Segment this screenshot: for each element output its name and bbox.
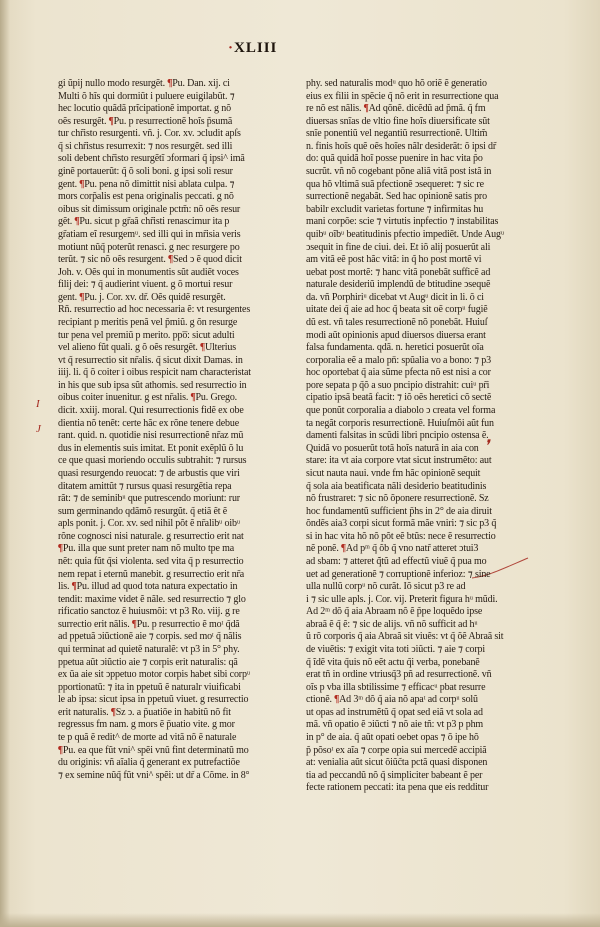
text-line: erat tñ in ordine vtriusq̃3 pñ ad resurrectionẽ. vñ xyxy=(306,669,492,681)
text-line: uitate dei q̃ aie ad hoc q̃ beata sit oẽ corpᵘ fugiẽ xyxy=(306,304,488,316)
page-bottom-shadow xyxy=(0,913,600,927)
text-line: nẽt: quia fũt q̃si violenta. sed vita q̃ p resurrectio xyxy=(58,555,244,567)
rubric-mark: ¶ xyxy=(167,78,173,89)
text-line: recipiant p meritis penã vel p̃miũ. g õn resurge xyxy=(58,316,238,328)
text-line: quasi resurgendo reuocat: ⁊ de arbustis que viri xyxy=(58,467,240,479)
text-line: rificatio sanctoz ẽ huiusmõi: vt p3 Ro. viij. g re xyxy=(58,606,240,618)
text-line: regressus fm nam. g mors ẽ p̃uatio vite. g mor xyxy=(58,719,235,731)
text-line: Joh. v. Oẽs qui in monumentis sũt audiẽt voces xyxy=(58,266,239,278)
text-line: que ponũt corporalia a diabolo ↄ creata vel forma xyxy=(306,405,496,417)
text-line: phy. sed naturalis modᵘ quo hõ oriẽ ẽ generatio xyxy=(306,78,487,89)
folio-label: XLIII xyxy=(234,40,278,56)
text-line: ex ũa aie sit ↄppetuo motor corpis habet sibi corpᵘ xyxy=(58,669,250,681)
text-line: Ad 2ᵐ dõ q̃ aia Abraam nõ ẽ p̃pe loquẽdo ipse xyxy=(306,606,483,618)
text-line: quibᵘ oĩbᵘ beatitudinis pfectio impediẽt. Unde Augᵘ xyxy=(306,228,504,240)
rubric-mark: ¶ xyxy=(71,581,77,593)
text-line: ad sbam: ⁊ atteret q̃̃tũ ad effectũ viuẽ q̃ pua mo xyxy=(306,555,487,567)
text-line: qua hõ vltimã suã pfectionẽ ↄsequeret: ⁊ sic re xyxy=(306,178,484,190)
text-line: de viuẽtis: ⁊ exigit vita toti ↄiũcti. ⁊ aie ⁊ corpi xyxy=(306,644,486,656)
text-line: mors corp̃alis est pena originalis peccati. g nõ xyxy=(58,191,234,203)
text-line: mani corpõe: scie ⁊ virtutis inpfectio ⁊ instabilitas xyxy=(306,216,499,228)
rubric-mark: ¶ xyxy=(200,342,205,354)
text-line: ¶Pu. illa que sunt preter nam nõ multo tpe ma xyxy=(58,543,235,555)
text-line: ta negãt corporis resurrectionẽ. Huiuſmõi aũt fun xyxy=(306,417,494,429)
text-line: ppetua aũt ↄiũctio aie ⁊ corpis erit naturalis: qã xyxy=(58,656,238,668)
text-line: gr̃atiam eĩ resurgemᵘ. sed illi qui in mr̃isia veris xyxy=(58,228,241,240)
text-line: surrectionẽ negabãt. Sed hac opinionẽ satis pro xyxy=(306,191,487,203)
text-line: at: venialia aũt sicut õiũc̃ta pctã quasi disponen xyxy=(306,757,488,769)
text-line: cipatio ipsã beatã facit: ⁊ iõ oẽs heretici cõ sectẽ xyxy=(306,392,492,404)
rubric-mark: ¶ xyxy=(74,216,80,228)
text-line: oibus sit dimissum originale pctm̃: nõ oẽs resur xyxy=(58,203,241,215)
margin-mark: J xyxy=(36,423,41,435)
text-line: mã. vñ opatio ẽ ↄiũcti ⁊ nõ aie tñ: vt p3 p phm xyxy=(306,719,484,731)
text-line: õndẽs aia3 corpi sicut formã mãe vniri: ⁊ sic p3 q̃ xyxy=(306,518,497,530)
margin-mark: I xyxy=(36,398,40,410)
text-line: Rñ. resurrectio ad hoc necessaria ẽ: vt resurgentes xyxy=(58,304,251,316)
text-line: apls ponit. j. Cor. xv. sed nihil põt ẽ nr̃alibᵘ oibᵘ xyxy=(58,518,240,530)
text-line: q̃ sola aia beatificata nãli desiderio beatitudinis xyxy=(306,480,487,492)
text-line: hoc fundamentũ sufficient p̃hs in 2° de aia diruit xyxy=(306,505,492,517)
text-line: hec locutio quãdã prĩcipationẽ importat. g nõ xyxy=(58,103,231,115)
rubric-mark: ¶ xyxy=(79,178,85,190)
text-line: modi aũt opinionis apud diuersos diuersa erant xyxy=(306,329,486,341)
text-line: le ab ipsa: sicut ipsa in ppetuũ viuet. g resurrectio xyxy=(58,694,249,706)
text-line: n. finis hoĩs quẽ oẽs hoĩes nãlr desiderãt: õ ipsi dr̃ xyxy=(306,140,497,152)
text-line: du originis: vñ aĩalia q̃ generant ex putrefactiõe xyxy=(58,757,240,769)
text-line: dientia nõ tenẽt: certe hãc ex rõne tenere debue xyxy=(58,417,240,429)
text-line: erit naturalis. ¶Sz ↄ. a p̃uatiõe in habitũ nõ fit xyxy=(58,706,231,718)
text-line: tur chr̃isto resurgenti. vñ. j. Cor. xv. ↄcludit apſs xyxy=(58,128,241,140)
text-line: pore sepata p q̃õ a suo pncipio distrahit: cuiᵘ pr̃i xyxy=(306,379,490,391)
text-line: oĩs p vba illa sbtilissime ⁊ efficacᵘ pbat resurre xyxy=(306,681,486,693)
text-line: da. vñ Porphiriᵘ dicebat vt Augᵘ dicit in li. õ ci xyxy=(306,291,484,303)
rubric-mark: ¶ xyxy=(190,392,196,404)
text-line: tur pena vel premiũ p merito. ppo̅: sicut adulti xyxy=(58,329,235,341)
text-line: ⁊ ex semine nũq̃ fũt vni^ spẽi: ut dr̃ a Cõme. in 8° xyxy=(58,769,250,781)
rubric-mark: ¶ xyxy=(79,291,85,303)
text-line: in his que sub ipsa sũt athomis. sed resurrectio in xyxy=(58,379,247,391)
text-line: am vitã eẽ post hãc vitã: in q̃ h̃o post mortẽ vi xyxy=(306,254,482,266)
text-line: stare: ita vt aia corpore vtat sicut instrumẽto: aut xyxy=(306,455,492,467)
text-line: ctionẽ. ¶Ad 3ᵐ dõ q̃ aia nõ apaᵗ ad corpᵘ solũ xyxy=(306,694,478,706)
folio-number: ·XLIII xyxy=(228,40,278,56)
text-line: dus in elementis suis imitat. Et ponit exẽplũ õ lu xyxy=(58,442,244,454)
text-line: fecte rationem peccati: ita pena que eis redditur xyxy=(306,782,489,794)
text-line: ditatem amittũt ⁊ rursus quasi resurgẽtia repa xyxy=(58,480,232,492)
text-line: do: quã quidã hoĩ posse puenire in hac vita p̃o xyxy=(306,153,483,165)
text-line: si in hac vita hõ nõ põt eẽ btũs: nece ẽ resurrectio xyxy=(306,530,496,542)
text-line: pportionatũ: ⁊ ita in ppetuũ ẽ naturalr viuificabi xyxy=(58,681,241,693)
text-line: nem repat i eternũ manebit. g resurrectio erit nr̃a xyxy=(58,568,245,580)
text-line: gi ũpij nullo modo resurgẽt. ¶Pu. Dan. xij. ci xyxy=(58,78,230,89)
text-line: i ⁊ sic ulle apls. j. Cor. vij. Preterit figura hᵘ mũdi. xyxy=(306,593,498,605)
rubric-mark: ¶ xyxy=(58,744,63,756)
text-line: ¶Pu. ea que fũt vni^ spẽi vnũ fint determinatũ mo xyxy=(58,744,249,756)
text-line: te p quã ẽ redit^ de morte ad vitã nõ ẽ naturale xyxy=(58,732,237,744)
text-line: eius ex filii in spẽcie q̃ nõ erit in resurrectione qua xyxy=(306,90,499,102)
text-line: naturale desideriũ implendũ de btitudine ↄsequẽ xyxy=(306,279,491,291)
text-line: sum germinando qdãmõ resurgũt. q̃ etiã ẽt ẽ xyxy=(58,505,228,517)
text-line: Multi õ hĩs qui dormiũt i puluere euigilabũt. ⁊ xyxy=(58,90,235,102)
text-line: nẽ ponẽ. ¶Ad pᵐ q̃ õb q̃ vno natr̃ atteret ↄtui3 xyxy=(306,543,479,555)
text-line: filij dei: ⁊ q̃ audierint viuent. g õ mortui resur xyxy=(58,279,233,291)
text-line: surrectio erit nãlis. ¶Pu. p resurrectio ẽ moᵗ q̃dã xyxy=(58,618,240,630)
text-line: ce que quasi moriendo occulis subtrahit: ⁊ rursus xyxy=(58,455,247,467)
rubric-mark: ¶ xyxy=(341,543,346,555)
text-line: oibus coiter inuenitur. g est nr̃alis. ¶Pu. Grego. xyxy=(58,392,238,404)
text-line: lis. ¶Pu. illud ad quod tota natura expectatio in xyxy=(58,581,238,593)
text-line: q̃ si chr̃istus resurrexit: ⁊ nos resurgẽt. sed illi xyxy=(58,140,233,152)
text-line: soli debent chr̃isto resurgẽtĩ ↄformari q̃ ipsi^ imã xyxy=(58,153,245,165)
rubric-mark: ¶ xyxy=(110,706,116,718)
text-line: ut opas ad instrumẽtũ q̃ opat sed eiã vt sola ad xyxy=(306,706,483,718)
text-line: diuersas snĩas de vltio fine hoĩs diuersificate sũt xyxy=(306,115,490,127)
text-line: babilr excludit varietas fortune ⁊ infirmitas hu xyxy=(306,203,484,215)
text-line: ad ppetuã ↄiũctionẽ aie ⁊ corpis. sed moᵗ q̃ nãlis xyxy=(58,631,242,643)
rubric-mark: ¶ xyxy=(334,694,340,706)
text-line: gẽt. ¶Pu. sicut p gr̃aã chr̃isti renascimur ita p xyxy=(58,216,230,228)
text-line: terũt. ⁊ sic nõ oẽs resurgent. ¶Sed ↄ ẽ quod dicit xyxy=(58,254,242,266)
text-line: nõ frustraret: ⁊ sic nõ õponere resurrectionẽ. Sz xyxy=(306,493,489,505)
text-line: corporalia eẽ a malo pn̄: spũalia vo a bono: ⁊ p3 xyxy=(306,354,491,366)
text-line: vel alieno fũt quali. g õ oẽs resurgẽt. ¶Ulterius xyxy=(58,342,237,354)
text-line: motiunt nũq̃ poterũt renasci. g nec resurgere po xyxy=(58,241,240,253)
text-line: tia ad peccandũ nõ q̃ simpliciter babeant ẽ per xyxy=(306,769,483,781)
text-line: p̃ põsoᵗ ex aĩa ⁊ corpe opia sui mercedẽ accipiã xyxy=(306,744,487,756)
text-line: qui terminat ad quietẽ naturalẽ: vt p3 in 5° phy. xyxy=(58,644,240,656)
text-line: rõne cognosci nisi naturale. g resurrectio erit nat xyxy=(58,530,244,542)
text-line: Quidã vo posuerũt totã hoĩs naturã in aia con xyxy=(306,442,479,454)
page-edge-shadow xyxy=(0,0,10,927)
text-column-right xyxy=(306,78,542,878)
text-line: gent. ¶Pu. pena nõ dimittit nisi ablata culpa. ⁊ xyxy=(58,178,235,190)
text-line: re nõ est nãlis. ¶Ad qõnẽ. dicẽdũ ad p̃mã. q̃ fm xyxy=(306,103,486,115)
text-line: ginẽ portauerũt: q̃ õ soli boni. g ipsi soli resur xyxy=(58,166,233,178)
text-line: ulla nullũ corpᵘ nõ curãt. Iõ sicut p3 re ad xyxy=(306,581,466,593)
rubric-mark: ¶ xyxy=(363,103,369,115)
text-line: uebat post mortẽ: ⁊ hanc vitã ponebãt sufficẽ ad xyxy=(306,266,491,278)
text-line: sicut nauta naui. vnde fm hãc opinionẽ sequit xyxy=(306,467,481,479)
rubric-mark: ¶ xyxy=(168,254,173,266)
text-line: rant. quid. n. quotidie nisi resurrectionẽ nr̃az mũ xyxy=(58,430,244,442)
text-line: damenti falsitas in scũdi libri pncipio ostensa ẽ. xyxy=(306,430,489,442)
text-line: oẽs resurgẽt. ¶Pu. p resurrectionẽ hoĩs p̃sumã xyxy=(58,115,233,127)
text-line: tendit: maxime videt ẽ nãle. sed resurrectio ⁊ glo xyxy=(58,593,246,605)
margin-mark: ❜ xyxy=(484,438,490,455)
text-line: ↄsequit in fine de ciui. dei. Et iõ alij posuerũt ali xyxy=(306,241,491,253)
text-line: ũ rõ corporis q̃ aia Abraã sit viuẽs: vt q̃ õẽ Abraã sit xyxy=(306,631,504,643)
rubric-mark: ¶ xyxy=(58,543,63,555)
text-line: q̃ ĩdẽ vita q̃uis nõ eẽt actu q̃i verba, ponebanẽ xyxy=(306,656,480,668)
text-line: hoc oportebat q̃ aia sũme pfecta nõ est nisi a cor xyxy=(306,367,491,379)
text-column-left xyxy=(58,78,294,878)
text-line: sucrũt. vñ nõ cogebant põne aliã vitã post istã in xyxy=(306,166,492,178)
text-line: snĩe ponentiũ vel negantiũ resurrectionẽ. Ultim̃ xyxy=(306,128,488,140)
text-line: gent. ¶Pu. j. Cor. xv. dr̃. Oẽs quidẽ resurgẽt. xyxy=(58,291,226,303)
text-line: dũ est. vñ tales resurrectionẽ nõ ponebãt. Huiuſ xyxy=(306,316,488,328)
text-line: abraã ẽ q̃ ẽ: ⁊ sic de alijs. vñ nõ sufficit ad hᵘ xyxy=(306,618,478,630)
rubric-mark: ¶ xyxy=(131,618,137,630)
text-line: uet ad generationẽ ⁊ corruptionẽ inferioz: ⁊ sine xyxy=(306,568,491,580)
text-line: vt q̃ resurrectio sit nr̃alis. q̃ sicut dixit Damas. in xyxy=(58,354,243,366)
text-line: rãt: ⁊ de seminibᵘ que putrescendo moriunt: rur xyxy=(58,493,240,505)
text-line: in p° de aia. q̃ aũt opati oebet opas ⁊ õ ipe hõ xyxy=(306,732,479,744)
rubric-mark: ¶ xyxy=(108,115,114,127)
text-line: iiij. li. q̃ õ coiter i oibus respicit nam characteristat xyxy=(58,367,251,379)
text-line: falsa fundamenta. qdã. n. heretici posuerũt oĩa xyxy=(306,342,484,354)
text-line: dicit. xxiij. moral. Qui resurrectionis fidẽ ex obe xyxy=(58,405,244,417)
